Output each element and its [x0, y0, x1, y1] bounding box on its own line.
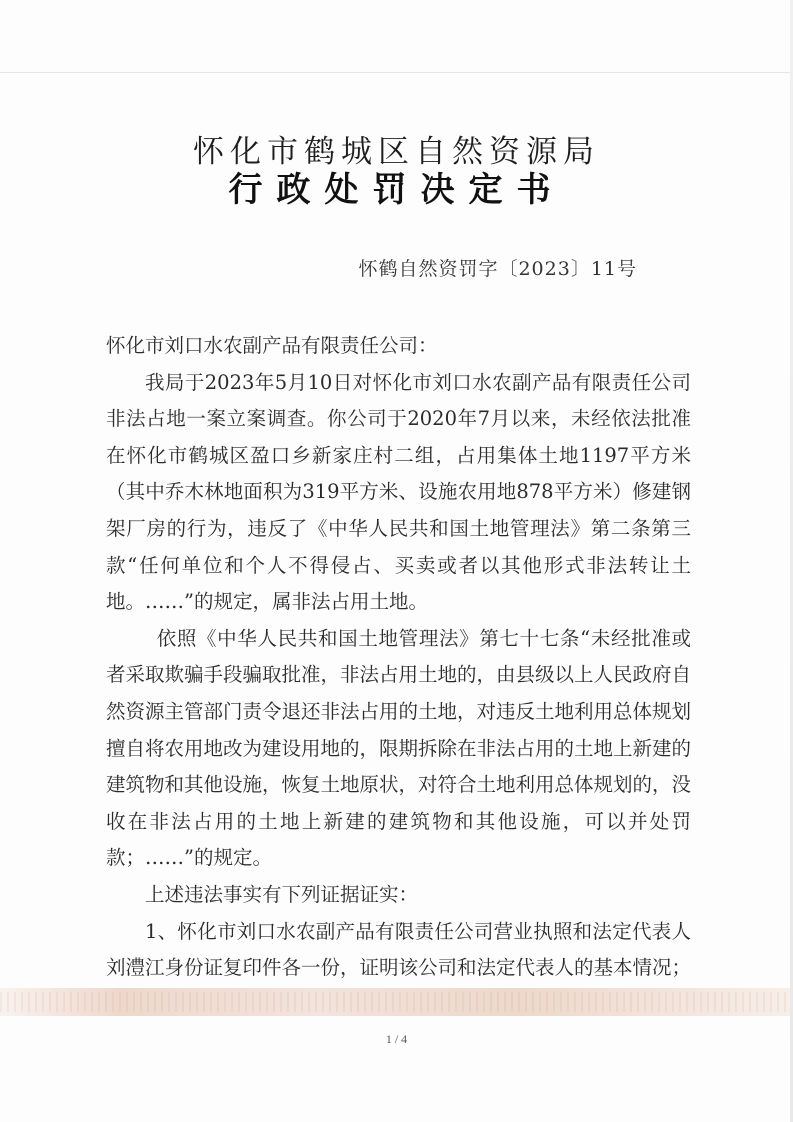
- addressee: 怀化市刘口水农副产品有限责任公司：: [106, 334, 438, 357]
- document-body: [106, 328, 691, 987]
- page-number: 1 / 4: [385, 1032, 408, 1046]
- agency-name: 怀化市鹤城区自然资源局: [193, 134, 600, 170]
- document-title: 行政处罚决定书: [228, 170, 565, 210]
- paragraph-evidence-intro: 上述违法事实有下列证据证实：: [145, 882, 419, 906]
- paragraph-evidence-1: 1、怀化市刘口水农副产品有限责任公司营业执照和法定代表人刘澧江身份证复印件各一份，证明该公司和法定代表人的基本情况；: [106, 919, 692, 980]
- document-number: 怀鹤自然资罚字〔2023〕11号: [358, 258, 637, 280]
- paragraph-legal-basis: 依照《中华人民共和国土地管理法》第七十七条“未经批准或者采取欺骗手段骗取批准，非法占用土地的，由县级以上人民政府自然资源主管部门责令退还非法占用的土地，对违反土地利用总体规划擅自将农用地改为建设用地的，限期拆除在非法占用的土地上新建的建筑物和其他设施，恢复土地原状，对符合土地利用总体规划的，没收在非法占用的土地上新建的建筑物和其他设施，可以并处罚款；……”的规定。: [106, 626, 692, 870]
- paragraph-facts: 我局于2023年5月10日对怀化市刘口水农副产品有限责任公司非法占地一案立案调查。你公司于2020年7月以来，未经依法批准在怀化市鹤城区盈口乡新家庄村二组，占用集体土地1197平方米（其中乔木林地面积为319平方米、设施农用地878平方米）修建钢架厂房的行为，违反了《中华人民共和国土地管理法》第二条第三款“任何单位和个人不得侵占、买卖或者以其他形式非法转让土地。……”的规定，属非法占用土地。: [106, 370, 691, 614]
- scan-texture: [0, 992, 793, 1012]
- top-rule: [0, 72, 793, 73]
